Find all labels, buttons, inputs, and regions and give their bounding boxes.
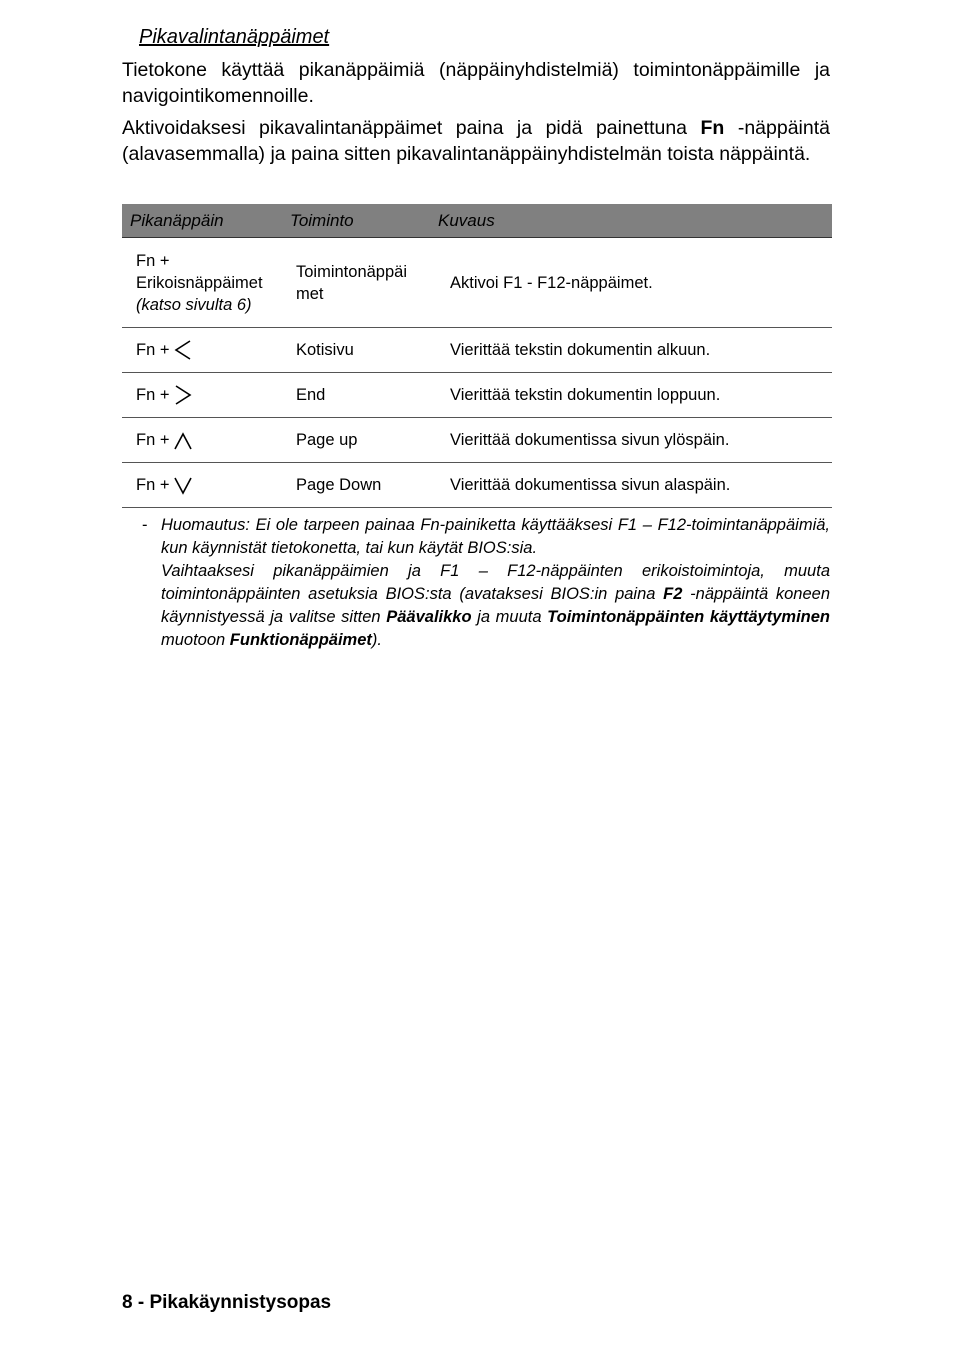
hotkey-fn: Fn + (136, 385, 170, 404)
hotkey-special-keys: Erikoisnäppäimet (136, 273, 263, 292)
note-text-1: Huomautus: Ei ole tarpeen painaa Fn-painiketta käyttääksesi F1 – F12-toimintanäppäimiä, kun käynnistät tietokonetta, tai kun käytät BIOS:sia. (161, 516, 830, 557)
hotkey-table (122, 204, 832, 508)
table-row (122, 418, 832, 463)
hotkey-page-ref: (katso sivulta 6) (136, 295, 252, 314)
intro-p2-text: Aktivoidaksesi pikavalintanäppäimet paina ja pidä painettuna (122, 117, 701, 139)
header-description: Kuvaus (430, 204, 832, 238)
intro-paragraph-1: Tietokone käyttää pikanäppäimiä (näppäinyhdistelmiä) toimintonäppäimille ja navigointikomennoille. (122, 59, 830, 107)
note-key-f2: F2 (663, 585, 683, 603)
function-cell: Page up (282, 418, 430, 463)
description-cell: Vierittää tekstin dokumentin alkuun. (430, 328, 832, 373)
hotkey-fn: Fn + (136, 431, 170, 449)
function-cell: Page Down (282, 463, 430, 508)
table-row (122, 463, 832, 508)
note-menu-name: Päävalikko (386, 608, 472, 626)
description-cell: Aktivoi F1 - F12-näppäimet. (430, 238, 832, 328)
table-row (122, 328, 832, 373)
note-bullet: - (142, 516, 148, 534)
hotkey-fn: Fn + (136, 340, 170, 359)
function-cell: End (282, 373, 430, 418)
section-title: Pikavalintanäppäimet (139, 26, 330, 48)
chevron-left-icon (173, 339, 193, 361)
hotkey-fn: Fn + (136, 251, 170, 270)
chevron-up-icon (173, 431, 193, 451)
hotkey-cell (122, 328, 282, 373)
hotkey-fn: Fn + (136, 476, 170, 494)
note-text: -näppäintä koneen käynnistyessä ja valitse sitten (161, 585, 830, 626)
function-line: met (296, 284, 324, 303)
intro-p2-text-end: -näppäintä (alavasemmalla) ja paina sitten pikavalintanäppäinyhdistelmän toista näppäintä. (122, 117, 830, 165)
chevron-down-icon (173, 476, 193, 496)
note-setting-value: Funktionäppäimet (229, 631, 372, 649)
note-text: ). (371, 631, 382, 649)
hotkey-cell (122, 238, 282, 328)
page-footer: 8 - Pikakäynnistysopas (122, 1292, 332, 1313)
note-text-2 (161, 560, 830, 652)
hotkey-cell (122, 373, 282, 418)
function-line: Toimintonäppäi (296, 262, 407, 281)
table-row (122, 238, 832, 328)
description-cell: Vierittää dokumentissa sivun alaspäin. (430, 463, 832, 508)
hotkey-cell (122, 418, 282, 463)
note-text: ja muuta (471, 608, 548, 626)
note-block (142, 514, 830, 652)
header-hotkey: Pikanäppäin (122, 204, 282, 238)
table-header-row (122, 204, 832, 238)
fn-key-label: Fn (700, 117, 725, 139)
function-cell: Kotisivu (282, 328, 430, 373)
description-cell: Vierittää dokumentissa sivun ylöspäin. (430, 418, 832, 463)
description-cell: Vierittää tekstin dokumentin loppuun. (430, 373, 832, 418)
chevron-right-icon (173, 384, 193, 406)
function-cell (282, 238, 430, 328)
hotkey-cell (122, 463, 282, 508)
table-row (122, 373, 832, 418)
intro-paragraph-2 (122, 115, 830, 167)
note-text: muotoon (161, 631, 230, 649)
note-setting-name: Toimintonäppäinten käyttäytyminen (547, 608, 830, 626)
note-text: Vaihtaaksesi pikanäppäimien ja F1 – F12-näppäinten erikoistoimintoja, muuta toimintonäppäinten asetuksia BIOS:sta (avataksesi BIOS:in paina (161, 562, 830, 603)
header-function: Toiminto (282, 204, 430, 238)
